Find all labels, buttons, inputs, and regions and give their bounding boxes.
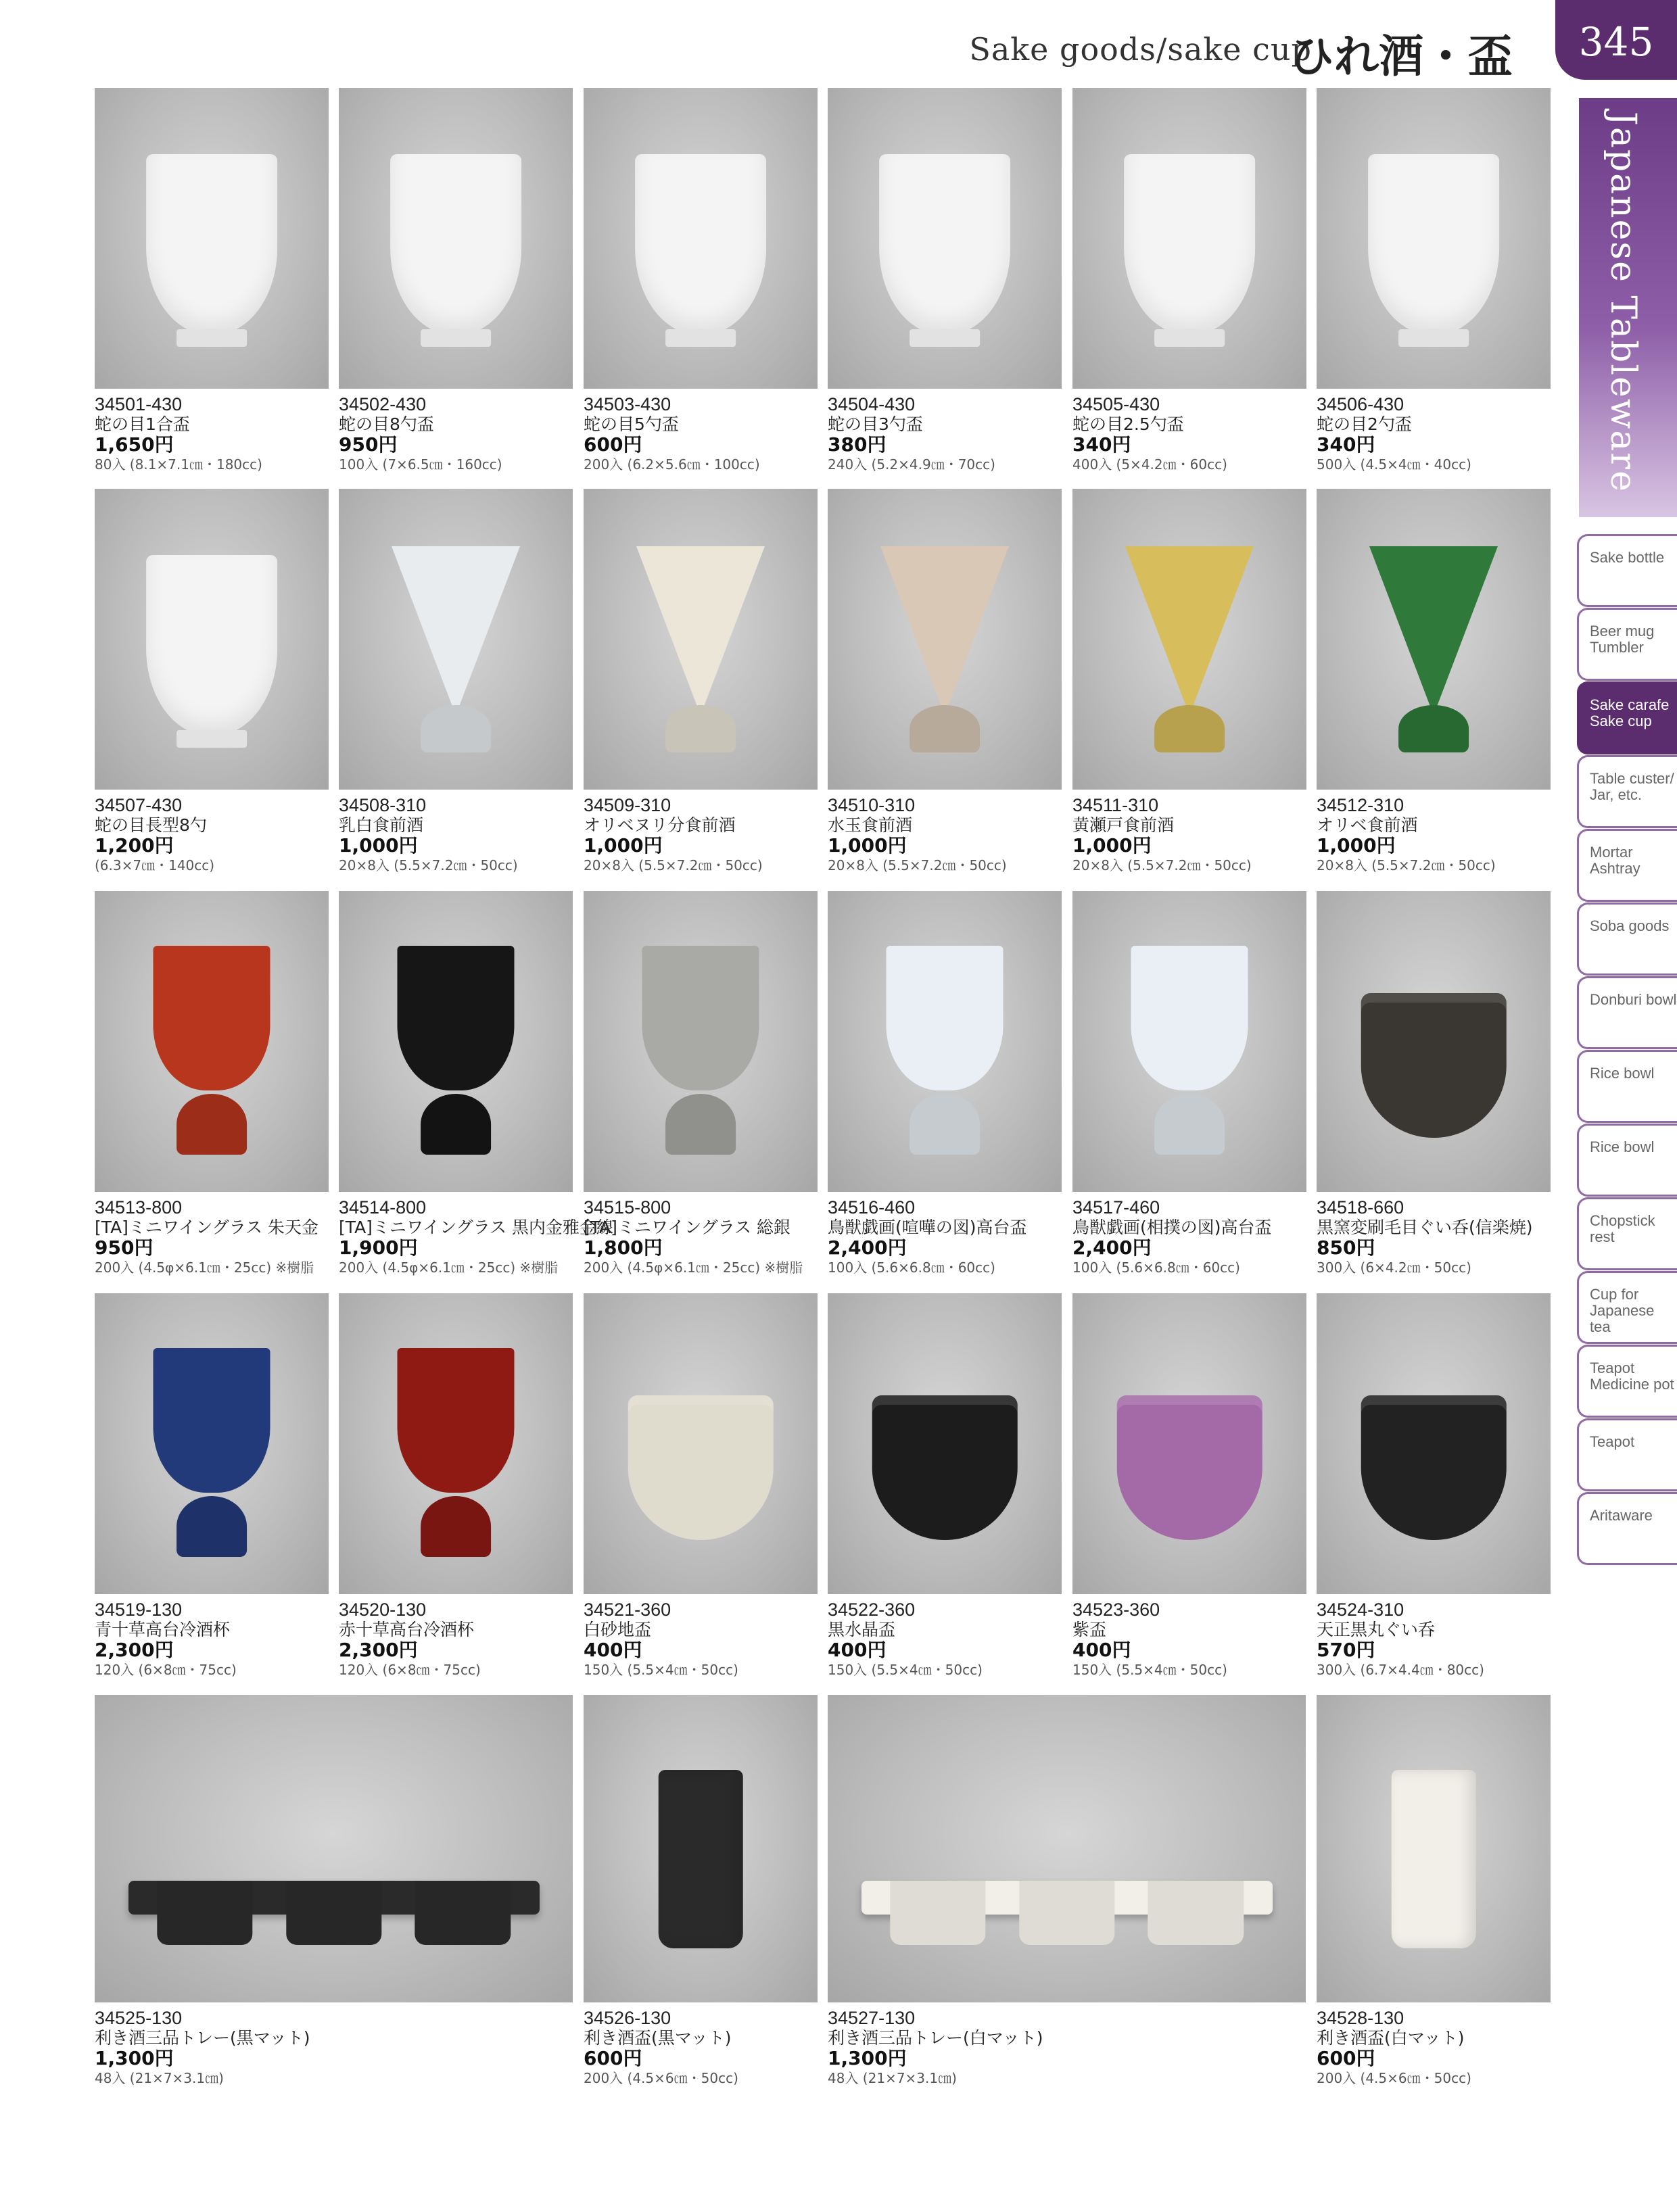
- category-band-label: Japanese Tableware: [1603, 112, 1643, 493]
- product-price: 1,200円: [95, 834, 174, 857]
- product-price: 600円: [1317, 2047, 1375, 2069]
- product-card: [828, 891, 1062, 1277]
- product-spec: 300入 (6×4.2㎝・50cc): [1317, 1259, 1471, 1276]
- product-code: 34514-800: [339, 1197, 427, 1218]
- product-code: 34510-310: [828, 795, 916, 815]
- product-name: 利き酒三品トレー(黒マット): [95, 2028, 310, 2048]
- product-spec: 20×8入 (5.5×7.2㎝・50cc): [339, 857, 518, 873]
- product-name: 天正黒丸ぐい呑: [1317, 1620, 1436, 1639]
- product-photo: [1317, 1695, 1551, 2002]
- product-name: 蛇の目8勺盃: [339, 414, 434, 434]
- product-code: 34505-430: [1072, 394, 1160, 414]
- product-photo: [95, 88, 329, 389]
- product-price: 340円: [1317, 433, 1375, 456]
- product-spec: 200入 (4.5φ×6.1㎝・25cc) ※樹脂: [584, 1259, 803, 1276]
- product-cup-shape: [1131, 946, 1248, 1090]
- product-photo: [95, 1293, 329, 1594]
- product-cup-shape: [879, 154, 1010, 335]
- product-photo: [584, 88, 818, 389]
- product-name: 白砂地盃: [584, 1620, 652, 1639]
- index-tab[interactable]: Sake carafe Sake cup: [1577, 681, 1677, 754]
- product-card: [339, 88, 573, 474]
- product-spec: 20×8入 (5.5×7.2㎝・50cc): [828, 857, 1007, 873]
- product-stem-shape: [421, 1496, 491, 1557]
- product-cup-shape: [398, 1348, 515, 1493]
- product-cup-shape: [887, 946, 1003, 1090]
- index-tab[interactable]: Soba goods: [1577, 903, 1677, 976]
- product-price: 400円: [1072, 1639, 1131, 1661]
- product-stem-shape: [421, 1094, 491, 1155]
- product-price: 950円: [339, 433, 398, 456]
- product-spec: 120入 (6×8㎝・75cc): [95, 1662, 237, 1678]
- product-code: 34527-130: [828, 2008, 916, 2028]
- product-foot-shape: [176, 329, 247, 347]
- product-price: 1,000円: [828, 834, 907, 857]
- product-card: [1317, 88, 1551, 474]
- product-foot-shape: [1398, 329, 1469, 347]
- product-cone-shape: [636, 546, 765, 715]
- product-foot-shape: [176, 730, 247, 748]
- product-code: 34525-130: [95, 2008, 183, 2028]
- product-foot-shape: [910, 329, 980, 347]
- product-stem-shape: [176, 1094, 247, 1155]
- product-code: 34519-130: [95, 1600, 183, 1620]
- product-price: 2,400円: [828, 1236, 907, 1259]
- product-name: 蛇の目長型8勺: [95, 815, 207, 835]
- product-spec: 100入 (7×6.5㎝・160cc): [339, 456, 502, 473]
- product-name: 紫盃: [1072, 1620, 1107, 1639]
- product-name: 利き酒盃(黒マット): [584, 2028, 732, 2048]
- product-photo: [828, 1695, 1306, 2002]
- product-code: 34521-360: [584, 1600, 671, 1620]
- product-code: 34511-310: [1072, 795, 1159, 815]
- header-title-en: Sake goods/sake cup: [969, 31, 1312, 68]
- product-name: [TA]ミニワイングラス 黒内金雅金線: [339, 1218, 613, 1237]
- product-cup-shape: [398, 946, 515, 1090]
- product-card: [339, 489, 573, 875]
- product-bowl-shape: [628, 1395, 774, 1540]
- product-card: [95, 1695, 573, 2088]
- product-price: 1,000円: [584, 834, 663, 857]
- product-cup-shape: [642, 946, 759, 1090]
- product-price: 1,000円: [1072, 834, 1152, 857]
- product-code: 34522-360: [828, 1600, 916, 1620]
- product-tray-cup-shape: [157, 1881, 252, 1945]
- product-code: 34507-430: [95, 795, 183, 815]
- product-name: 蛇の目2勺盃: [1317, 414, 1412, 434]
- product-stem-shape: [176, 1496, 247, 1557]
- index-tab[interactable]: Sake bottle: [1577, 534, 1677, 607]
- product-photo: [339, 489, 573, 790]
- product-spec: 20×8入 (5.5×7.2㎝・50cc): [1317, 857, 1496, 873]
- product-price: 1,650円: [95, 433, 174, 456]
- product-code: 34502-430: [339, 394, 427, 414]
- product-photo: [1072, 489, 1306, 790]
- product-spec: 200入 (4.5×6㎝・50cc): [584, 2070, 738, 2086]
- product-stem-shape: [421, 705, 491, 752]
- product-card: [1317, 891, 1551, 1277]
- index-tab[interactable]: Rice bowl: [1577, 1050, 1677, 1123]
- product-spec: (6.3×7㎝・140cc): [95, 857, 215, 873]
- product-price: 850円: [1317, 1236, 1375, 1259]
- index-tab[interactable]: Rice bowl: [1577, 1124, 1677, 1197]
- product-cup-shape: [153, 946, 270, 1090]
- product-tray-cup-shape: [286, 1881, 381, 1945]
- product-bowl-shape: [1361, 993, 1507, 1138]
- product-cone-shape: [1369, 546, 1498, 715]
- product-stem-shape: [910, 705, 980, 752]
- product-cup-shape: [635, 154, 766, 335]
- product-card: [339, 891, 613, 1277]
- product-card: [584, 1293, 818, 1679]
- product-price: 1,900円: [339, 1236, 418, 1259]
- product-name: 蛇の目1合盃: [95, 414, 190, 434]
- product-tray-cup-shape: [415, 1881, 511, 1945]
- product-cup-shape: [1124, 154, 1255, 335]
- product-spec: 200入 (4.5φ×6.1㎝・25cc) ※樹脂: [95, 1259, 314, 1276]
- product-name: 利き酒盃(白マット): [1317, 2028, 1465, 2048]
- product-bowl-shape: [872, 1395, 1018, 1540]
- product-name: 黒窯変刷毛目ぐい呑(信楽焼): [1317, 1218, 1533, 1237]
- product-card: [584, 88, 818, 474]
- product-photo: [1317, 489, 1551, 790]
- product-photo: [828, 1293, 1062, 1594]
- product-price: 570円: [1317, 1639, 1375, 1661]
- product-photo: [584, 1293, 818, 1594]
- index-tab[interactable]: Teapot: [1577, 1418, 1677, 1491]
- product-code: 34506-430: [1317, 394, 1404, 414]
- product-card: [1072, 489, 1306, 875]
- product-spec: 100入 (5.6×6.8㎝・60cc): [828, 1259, 995, 1276]
- product-stem-shape: [910, 1094, 980, 1155]
- product-photo: [828, 88, 1062, 389]
- product-spec: 500入 (4.5×4㎝・40cc): [1317, 456, 1471, 473]
- product-name: 蛇の目2.5勺盃: [1072, 414, 1184, 434]
- product-stem-shape: [1398, 705, 1469, 752]
- product-price: 1,800円: [584, 1236, 663, 1259]
- index-tab[interactable]: Chopstick rest: [1577, 1197, 1677, 1270]
- product-cup-shape: [146, 555, 277, 736]
- product-name: 黒水晶盃: [828, 1620, 896, 1639]
- product-price: 1,000円: [1317, 834, 1396, 857]
- product-code: 34520-130: [339, 1600, 427, 1620]
- product-cone-shape: [1125, 546, 1254, 715]
- product-card: [1072, 1293, 1306, 1679]
- product-code: 34504-430: [828, 394, 916, 414]
- product-spec: 20×8入 (5.5×7.2㎝・50cc): [584, 857, 763, 873]
- product-card: [584, 891, 818, 1277]
- product-spec: 300入 (6.7×4.4㎝・80cc): [1317, 1662, 1484, 1678]
- product-photo: [339, 891, 573, 1192]
- product-stem-shape: [1154, 1094, 1225, 1155]
- product-photo: [95, 891, 329, 1192]
- product-name: 蛇の目3勺盃: [828, 414, 923, 434]
- product-name: 青十草高台冷酒杯: [95, 1620, 231, 1639]
- product-card: [1317, 489, 1551, 875]
- product-name: オリベヌリ分食前酒: [584, 815, 736, 835]
- product-photo: [828, 891, 1062, 1192]
- product-spec: 48入 (21×7×3.1㎝): [828, 2070, 957, 2086]
- product-spec: 150入 (5.5×4㎝・50cc): [1072, 1662, 1227, 1678]
- product-price: 2,300円: [339, 1639, 418, 1661]
- product-foot-shape: [665, 329, 736, 347]
- product-name: 黄瀬戸食前酒: [1072, 815, 1175, 835]
- product-spec: 120入 (6×8㎝・75cc): [339, 1662, 481, 1678]
- product-name: [TA]ミニワイングラス 総銀: [584, 1218, 790, 1237]
- index-tab[interactable]: Cup for Japanese tea: [1577, 1271, 1677, 1344]
- product-card: [95, 891, 329, 1277]
- product-stem-shape: [665, 1094, 736, 1155]
- product-spec: 200入 (4.5×6㎝・50cc): [1317, 2070, 1471, 2086]
- product-photo: [584, 891, 818, 1192]
- product-price: 2,300円: [95, 1639, 174, 1661]
- product-stem-shape: [665, 705, 736, 752]
- product-code: 34524-310: [1317, 1600, 1404, 1620]
- product-spec: 20×8入 (5.5×7.2㎝・50cc): [1072, 857, 1252, 873]
- index-tabs: [1577, 534, 1677, 1566]
- product-code: 34517-460: [1072, 1197, 1160, 1218]
- index-tab[interactable]: Teapot Medicine pot: [1577, 1345, 1677, 1418]
- product-cup-shape: [390, 154, 521, 335]
- product-code: 34516-460: [828, 1197, 916, 1218]
- product-foot-shape: [421, 329, 491, 347]
- product-price: 600円: [584, 433, 642, 456]
- product-card: [1072, 88, 1306, 474]
- page-number: 345: [1578, 19, 1654, 65]
- product-card: [828, 1695, 1306, 2088]
- product-price: 380円: [828, 433, 887, 456]
- product-photo: [828, 489, 1062, 790]
- product-price: 400円: [584, 1639, 642, 1661]
- product-code: 34526-130: [584, 2008, 671, 2028]
- product-photo: [1317, 88, 1551, 389]
- product-card: [828, 489, 1062, 875]
- product-card: [584, 489, 818, 875]
- product-name: 乳白食前酒: [339, 815, 424, 835]
- product-card: [828, 1293, 1062, 1679]
- product-spec: 150入 (5.5×4㎝・50cc): [584, 1662, 738, 1678]
- product-price: 1,300円: [828, 2047, 907, 2069]
- product-cup-shape: [153, 1348, 270, 1493]
- product-price: 950円: [95, 1236, 153, 1259]
- product-code: 34515-800: [584, 1197, 671, 1218]
- product-tumbler-shape: [659, 1770, 743, 1948]
- product-photo: [1317, 1293, 1551, 1594]
- product-name: 鳥獣戯画(相撲の図)高台盃: [1072, 1218, 1272, 1237]
- product-code: 34508-310: [339, 795, 427, 815]
- product-name: 利き酒三品トレー(白マット): [828, 2028, 1043, 2048]
- product-tray-cup-shape: [890, 1881, 985, 1945]
- index-tab[interactable]: Table custer/ Jar, etc.: [1577, 755, 1677, 828]
- product-card: [95, 1293, 329, 1679]
- product-name: 蛇の目5勺盃: [584, 414, 679, 434]
- page-number-tab: [1555, 0, 1677, 80]
- product-photo: [1072, 88, 1306, 389]
- index-tab[interactable]: Aritaware: [1577, 1492, 1677, 1565]
- product-spec: 48入 (21×7×3.1㎝): [95, 2070, 224, 2086]
- product-name: [TA]ミニワイングラス 朱天金: [95, 1218, 318, 1237]
- product-card: [828, 88, 1062, 474]
- product-code: 34518-660: [1317, 1197, 1404, 1218]
- product-bowl-shape: [1361, 1395, 1507, 1540]
- product-code: 34523-360: [1072, 1600, 1160, 1620]
- product-card: [339, 1293, 573, 1679]
- product-tray-cup-shape: [1019, 1881, 1114, 1945]
- product-price: 340円: [1072, 433, 1131, 456]
- product-card: [1072, 891, 1306, 1277]
- product-foot-shape: [1154, 329, 1225, 347]
- product-code: 34513-800: [95, 1197, 183, 1218]
- product-photo: [95, 1695, 573, 2002]
- category-band: [1579, 98, 1677, 517]
- product-photo: [339, 88, 573, 389]
- product-tumbler-shape: [1392, 1770, 1476, 1948]
- product-card: [95, 489, 329, 875]
- product-name: 赤十草高台冷酒杯: [339, 1620, 475, 1639]
- product-spec: 200入 (4.5φ×6.1㎝・25cc) ※樹脂: [339, 1259, 559, 1276]
- product-price: 2,400円: [1072, 1236, 1152, 1259]
- product-bowl-shape: [1117, 1395, 1262, 1540]
- product-spec: 240入 (5.2×4.9㎝・70cc): [828, 456, 995, 473]
- product-price: 1,300円: [95, 2047, 174, 2069]
- index-tab[interactable]: Beer mug Tumbler: [1577, 608, 1677, 681]
- index-tab[interactable]: Donburi bowl: [1577, 976, 1677, 1049]
- product-cone-shape: [880, 546, 1009, 715]
- product-photo: [1072, 1293, 1306, 1594]
- product-photo: [584, 489, 818, 790]
- product-spec: 400入 (5×4.2㎝・60cc): [1072, 456, 1227, 473]
- product-cone-shape: [392, 546, 520, 715]
- product-code: 34509-310: [584, 795, 671, 815]
- product-card: [95, 88, 329, 474]
- product-card: [584, 1695, 818, 2088]
- product-stem-shape: [1154, 705, 1225, 752]
- product-photo: [1072, 891, 1306, 1192]
- index-tab[interactable]: Mortar Ashtray: [1577, 829, 1677, 902]
- product-price: 1,000円: [339, 834, 418, 857]
- product-tray-cup-shape: [1148, 1881, 1244, 1945]
- header-title-jp: ひれ酒・盃: [1290, 30, 1513, 82]
- product-spec: 150入 (5.5×4㎝・50cc): [828, 1662, 983, 1678]
- product-spec: 100入 (5.6×6.8㎝・60cc): [1072, 1259, 1240, 1276]
- product-code: 34501-430: [95, 394, 183, 414]
- product-name: オリベ食前酒: [1317, 815, 1418, 835]
- product-card: [1317, 1293, 1551, 1679]
- product-spec: 200入 (6.2×5.6㎝・100cc): [584, 456, 760, 473]
- product-photo: [584, 1695, 818, 2002]
- product-code: 34512-310: [1317, 795, 1404, 815]
- product-price: 400円: [828, 1639, 887, 1661]
- product-card: [1317, 1695, 1551, 2088]
- product-cup-shape: [146, 154, 277, 335]
- product-photo: [339, 1293, 573, 1594]
- product-photo: [95, 489, 329, 790]
- product-price: 600円: [584, 2047, 642, 2069]
- product-cup-shape: [1368, 154, 1499, 335]
- product-spec: 80入 (8.1×7.1㎝・180cc): [95, 456, 262, 473]
- product-name: 水玉食前酒: [828, 815, 913, 835]
- product-code: 34503-430: [584, 394, 671, 414]
- product-code: 34528-130: [1317, 2008, 1404, 2028]
- product-photo: [1317, 891, 1551, 1192]
- product-name: 鳥獣戯画(喧嘩の図)高台盃: [828, 1218, 1027, 1237]
